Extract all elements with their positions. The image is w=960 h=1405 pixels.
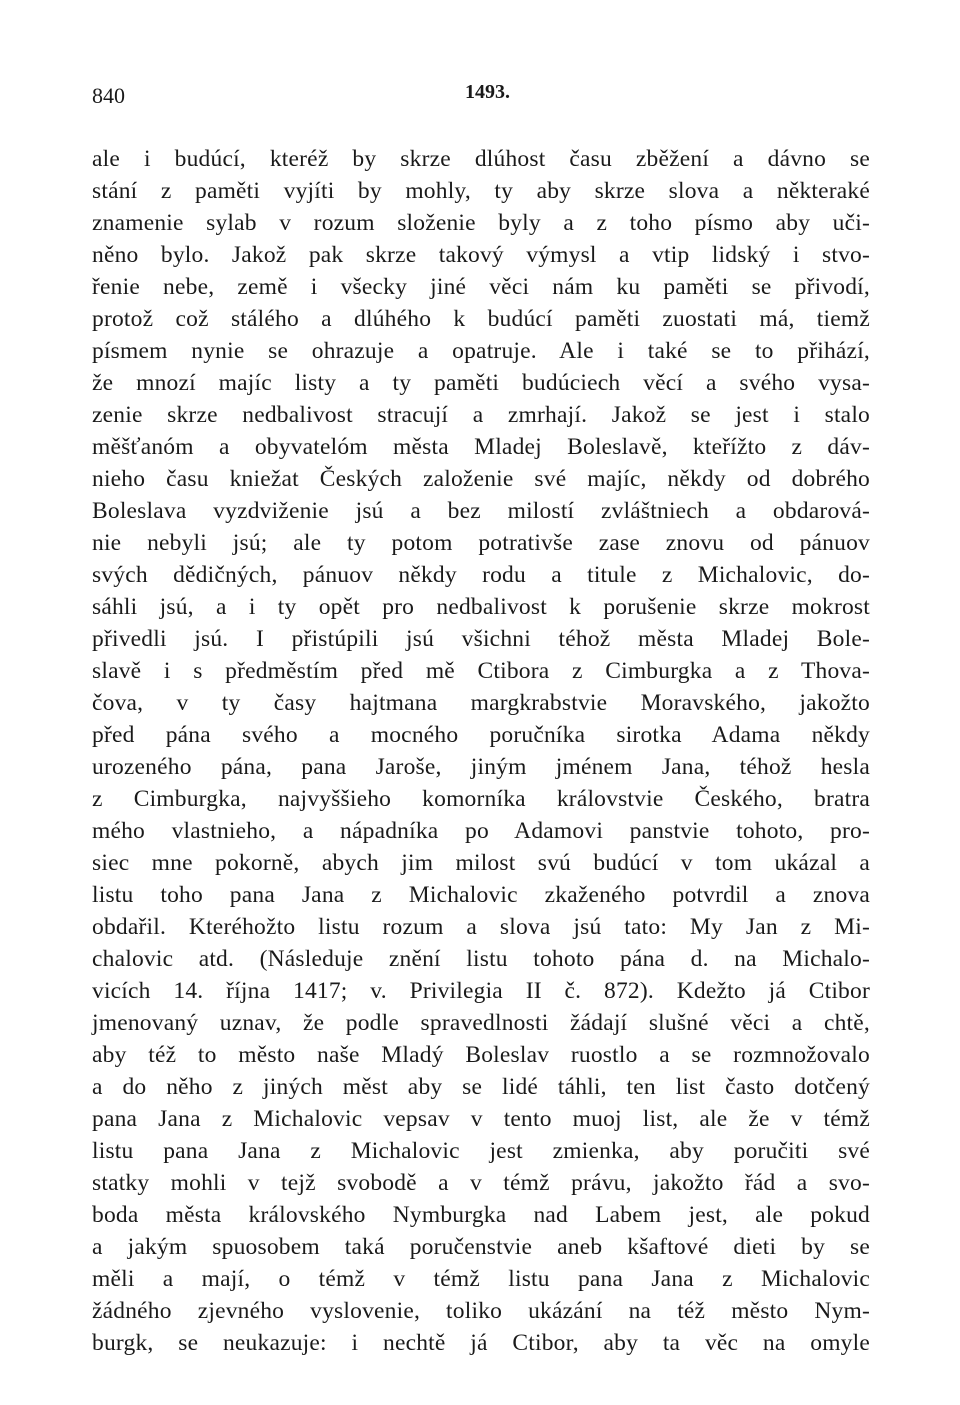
- text-line: a do něho z jiných měst aby se lidé táhli, ten list často dotčený: [92, 1074, 870, 1100]
- page-header: [92, 80, 870, 112]
- text-line: něno bylo. Jakož pak skrze takový výmysl a vtip lidský i stvo-: [92, 242, 870, 268]
- text-line: urozeného pána, pana Jaroše, jiným jménem Jana, téhož hesla: [92, 754, 870, 780]
- running-head-year: 1493.: [465, 81, 510, 103]
- text-line: sáhli jsú, a i ty opět pro nedbalivost k porušenie skrze mokrost: [92, 594, 870, 620]
- text-line: písmem nynie se ohrazuje a opatruje. Ale i také se to přihází,: [92, 338, 870, 364]
- text-line: znamenie sylab v rozum složenie byly a z toho písmo aby uči-: [92, 210, 870, 236]
- text-line: žádného zjevného vyslovenie, toliko ukázání na též město Nym-: [92, 1298, 870, 1324]
- text-line: boda města královského Nymburgka nad Labem jest, ale pokud: [92, 1202, 870, 1228]
- text-line: Boleslava vyzdviženie jsú a bez milostí zvláštniech a obdarová-: [92, 498, 870, 524]
- text-line: zenie skrze nedbalivost stracují a zmrhají. Jakož se jest i stalo: [92, 402, 870, 428]
- page-number: 840: [92, 83, 125, 108]
- text-line: přivedli jsú. I přistúpili jsú všichni téhož města Mladej Bole-: [92, 626, 870, 652]
- text-line: z Cimburgka, najvyššieho komorníka královstvie Českého, bratra: [92, 786, 870, 812]
- text-line: řenie nebe, země i všecky jiné věci nám ku paměti se přivodí,: [92, 274, 870, 300]
- text-line: burgk, se neukazuje: i nechtě já Ctibor, aby ta věc na omyle: [92, 1330, 870, 1356]
- text-line: svých dědičných, pánuov někdy rodu a titule z Michalovic, do-: [92, 562, 870, 588]
- text-line: listu toho pana Jana z Michalovic zkaženého potvrdil a znova: [92, 882, 870, 908]
- text-line: nie nebyli jsú; ale ty potom potrativše zase znovu od pánuov: [92, 530, 870, 556]
- text-line: obdařil. Kteréhožto listu rozum a slova jsú tato: My Jan z Mi-: [92, 914, 870, 940]
- text-line: a jakým spuosobem taká poručenstvie aneb kšaftové dieti by se: [92, 1234, 870, 1260]
- text-line: ale i budúcí, kteréž by skrze dlúhost času zběžení a dávno se: [92, 146, 870, 172]
- text-line: stání z paměti vyjíti by mohly, ty aby skrze slova a některaké: [92, 178, 870, 204]
- text-line: pana Jana z Michalovic vepsav v tento muoj list, ale že v témž: [92, 1106, 870, 1132]
- text-line: protož což stálého a dlúhého k budúcí paměti zuostati má, tiemž: [92, 306, 870, 332]
- text-line: statky mohli v tejž svobodě a v témž právu, jakožto řád a svo-: [92, 1170, 870, 1196]
- text-line: mého vlastnieho, a nápadníka po Adamovi panstvie tohoto, pro-: [92, 818, 870, 844]
- text-line: vicích 14. října 1417; v. Privilegia II č. 872). Kdežto já Ctibor: [92, 978, 870, 1004]
- text-line: siec mne pokorně, abych jim milost svú budúcí v tom ukázal a: [92, 850, 870, 876]
- text-line: čova, v ty časy hajtmana margkrabstvie Moravského, jakožto: [92, 690, 870, 716]
- text-line: měli a mají, o témž v témž listu pana Jana z Michalovic: [92, 1266, 870, 1292]
- text-line: listu pana Jana z Michalovic jest zmienka, aby poručiti své: [92, 1138, 870, 1164]
- body-text: [92, 143, 870, 1359]
- text-line: před pána svého a mocného poručníka sirotka Adama někdy: [92, 722, 870, 748]
- text-line: chalovic atd. (Následuje znění listu tohoto pána d. na Michalo-: [92, 946, 870, 972]
- text-line: jmenovaný uznav, že podle spravedlnosti žádají slušné věci a chtě,: [92, 1010, 870, 1036]
- text-line: aby též to město naše Mladý Boleslav ruostlo a se rozmnožovalo: [92, 1042, 870, 1068]
- text-line: nieho času kniežat Českých založenie své majíc, někdy od dobrého: [92, 466, 870, 492]
- text-line: měšťanóm a obyvatelóm města Mladej Boleslavě, kteřížto z dáv-: [92, 434, 870, 460]
- text-line: slavě i s předměstím před mě Ctibora z Cimburgka a z Thova-: [92, 658, 870, 684]
- text-line: že mnozí majíc listy a ty paměti budúciech věcí a svého vysa-: [92, 370, 870, 396]
